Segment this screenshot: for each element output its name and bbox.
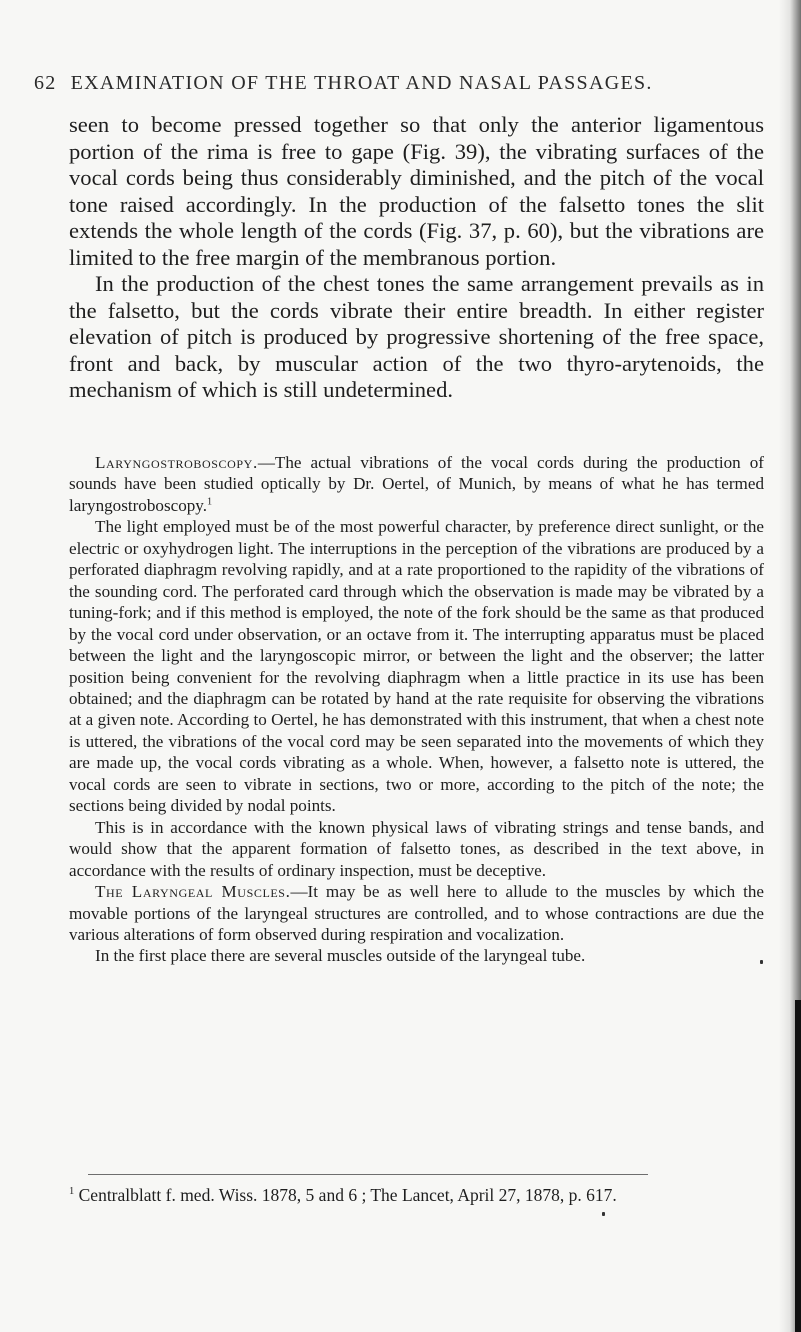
print-speck	[602, 1212, 605, 1216]
running-title: EXAMINATION OF THE THROAT AND NASAL PASSAGES.	[70, 72, 653, 94]
footnote-divider	[88, 1174, 648, 1175]
laryngeal-muscles-heading: The Laryngeal Muscles.	[95, 882, 291, 902]
physical-laws-paragraph: This is in accordance with the known physical laws of vibrating strings and tense bands, and would show that the apparent formation of falsetto tones, as described in the text above, in accordance with the results of ordinary inspection, must be deceptive.	[69, 817, 764, 880]
footnote-reference: 1	[207, 496, 213, 508]
footnote	[69, 1185, 769, 1206]
page-number: 62	[34, 72, 57, 94]
footnote-marker: 1	[69, 1186, 75, 1198]
print-speck	[760, 960, 763, 964]
laryngostroboscopy-text: —The actual vibrations of the vocal cords during the production of sounds have been studied optically by Dr. Oertel, of Munich, by means of what he has termed laryngostroboscopy.	[69, 453, 764, 515]
body-paragraph-1: seen to become pressed together so that only the anterior ligamentous portion of the rima is free to gape (Fig. 39), the vibrating surfaces of the vocal cords being thus considerably diminished, and the pitch of the vocal tone raised accordingly. In the production of the falsetto tones the slit extends the whole length of the cords (Fig. 37, p. 60), but the vibrations are limited to the free margin of the membranous portion.	[69, 112, 764, 270]
body-paragraph-2: In the production of the chest tones the same arrangement prevails as in the falsetto, but the cords vibrate their entire breadth. In either register elevation of pitch is produced by progressive shortening of the free space, front and back, by muscular action of the two thyro-arytenoids, the mechanism of which is still undetermined.	[69, 271, 764, 402]
laryngeal-muscles-paragraph	[69, 881, 764, 945]
light-paragraph: The light employed must be of the most powerful character, by preference direct sunlight, or the electric or oxyhydrogen light. The interruptions in the perception of the vibrations are produced by a perforated diaphragm revolving rapidly, and at a rate proportioned to the rapidity of the vibrations of the sounding cord. The perforated card through which the observation is made may be vibrated by a tuning-fork; and if this method is employed, the note of the fork should be the same as that produced by the vocal cord under observation, or an octave from it. The interrupting apparatus must be placed between the light and the laryngoscopic mirror, or between the light and the observer; the latter position being convenient for the revolving diaphragm when a little practice in its use has been obtained; and the diaphragm can be rotated by hand at the rate requisite for observing the vibrations at a given note. According to Oertel, he has demonstrated with this instrument, that when a chest note is uttered, the vibrations of the vocal cord may be seen separated into the movements of which they are made up, the vocal cords vibrating as a whole. When, however, a falsetto note is uttered, the vocal cords are seen to vibrate in sections, two or more, according to the pitch of the note; the sections being divided by nodal points.	[69, 517, 764, 816]
footnote-text: Centralblatt f. med. Wiss. 1878, 5 and 6 ; The Lancet, April 27, 1878, p. 617.	[78, 1185, 617, 1205]
running-header	[34, 72, 774, 95]
laryngostroboscopy-heading: Laryngostroboscopy.	[95, 453, 258, 472]
laryngostroboscopy-paragraph	[69, 452, 764, 516]
first-place-paragraph: In the first place there are several muscles outside of the laryngeal tube.	[95, 946, 586, 966]
main-body-text	[69, 112, 764, 404]
small-print-section	[69, 452, 764, 967]
page-edge-dark	[795, 1000, 801, 1332]
laryngeal-muscles-text: —It may be as well here to allude to the muscles by which the movable portions of the laryngeal structures are controlled, and to whose contractions are due the various alterations of form observed during respiration and vocalization.	[69, 882, 764, 944]
